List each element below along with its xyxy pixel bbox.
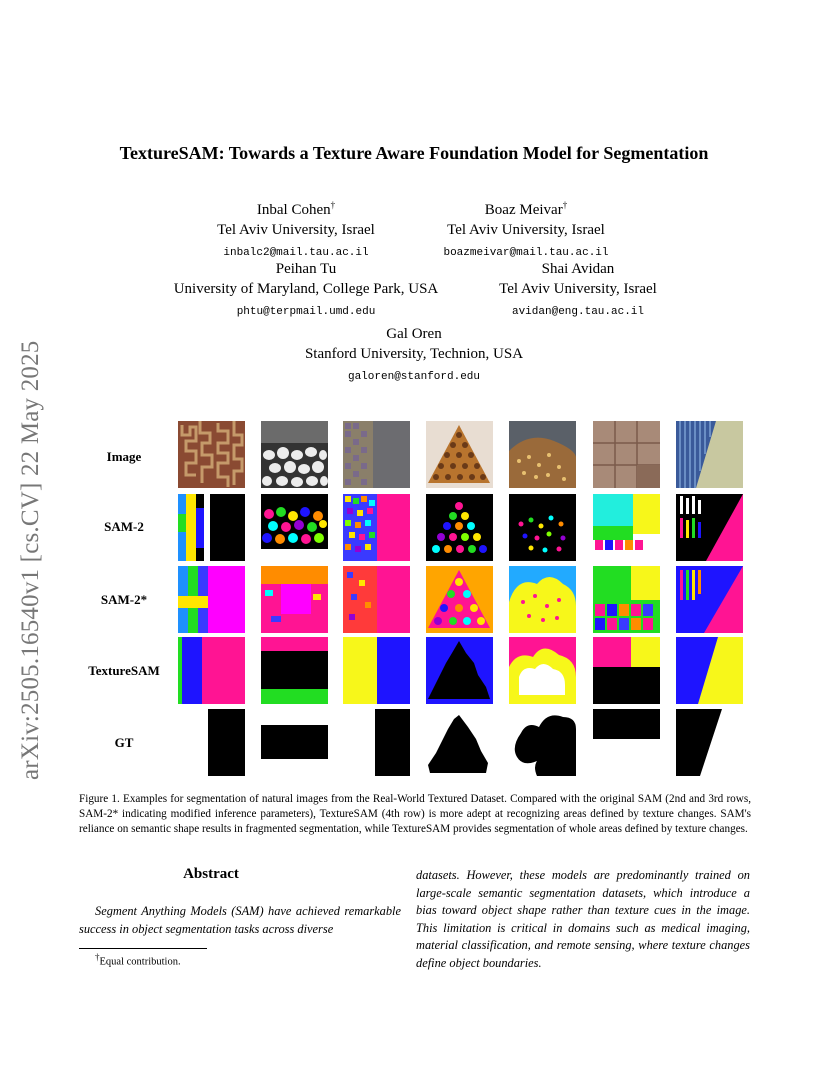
author-email: galoren@stanford.edu [347, 371, 481, 383]
arxiv-stamp: arXiv:2505.16540v1 [cs.CV] 22 May 2025 [17, 340, 44, 780]
author-name: Shai Avidan [541, 261, 615, 277]
author-affiliation: Tel Aviv University, Israel [217, 222, 375, 238]
gt-mask-5 [509, 709, 576, 776]
gt-mask-6 [593, 709, 660, 776]
author-affiliation: Tel Aviv University, Israel [499, 281, 657, 297]
sam2-mask-4 [426, 494, 493, 561]
gt-mask-3 [343, 709, 410, 776]
sam2star-mask-7 [676, 566, 743, 633]
sam2star-mask-2 [261, 566, 328, 633]
image-cookie-pyramid [426, 421, 493, 488]
texturesam-mask-4 [426, 637, 493, 704]
row-label-gt: GT [114, 735, 134, 750]
abstract-text: Segment Anything Models (SAM) have achieved remarkable success in object segmentation tasks across diverse [79, 904, 401, 936]
author-mark: † [562, 200, 568, 210]
author-mark: † [330, 200, 336, 210]
sam2-mask-5 [509, 494, 576, 561]
sam2-mask-2 [261, 494, 328, 561]
row-label-sam2: SAM-2 [104, 519, 144, 534]
sam2-mask-3 [343, 494, 410, 561]
texturesam-mask-5 [509, 637, 576, 704]
texturesam-mask-2 [261, 637, 328, 704]
footnote-rule [79, 948, 207, 949]
row-label-sam2-star: SAM-2* [100, 592, 148, 607]
image-stone-tiles [261, 421, 328, 488]
gt-mask-4 [426, 709, 493, 776]
footnote-text: Equal contribution. [99, 956, 181, 968]
paper-title: TextureSAM: Towards a Texture Aware Foundation Model for Segmentation [119, 143, 709, 163]
row-label-texturesam: TextureSAM [88, 663, 160, 678]
author-affiliation: Stanford University, Technion, USA [304, 346, 524, 362]
gt-mask-7 [676, 709, 743, 776]
author-name: Boaz Meivar [484, 202, 563, 218]
texturesam-mask-3 [343, 637, 410, 704]
author-name: Peihan Tu [275, 261, 337, 277]
sam2star-mask-5 [509, 566, 576, 633]
author-name: Inbal Cohen [256, 202, 331, 218]
footnote-mark: † [95, 952, 100, 962]
sam2star-mask-4 [426, 566, 493, 633]
sam2star-mask-6 [593, 566, 660, 633]
author-email: inbalc2@mail.tau.ac.il [223, 247, 369, 259]
author-email: boazmeivar@mail.tau.ac.il [443, 247, 609, 259]
author-affiliation: University of Maryland, College Park, USA [173, 281, 439, 297]
row-label-image: Image [106, 449, 142, 464]
author-email: avidan@eng.tau.ac.il [511, 306, 645, 318]
texturesam-mask-7 [676, 637, 743, 704]
image-fabric-weave [676, 421, 743, 488]
footnote [95, 952, 181, 968]
author-email: phtu@terpmail.umd.edu [236, 306, 376, 318]
image-brick-pattern [178, 421, 245, 488]
author-name: Gal Oren [386, 326, 442, 342]
image-mosaic-wall [343, 421, 410, 488]
texturesam-mask-1 [178, 637, 245, 704]
sam2star-mask-1 [178, 566, 245, 633]
image-spotted-surface [509, 421, 576, 488]
gt-mask-1 [178, 709, 245, 776]
sam2star-mask-3 [343, 566, 410, 633]
right-column-text: datasets. However, these models are predominantly trained on large-scale semantic segmentation datasets, which introduce a bias toward object shape rather than texture cues in the image. This limitation is critical in domains such as medical imaging, material classification, and remote sensing, where texture changes define object boundaries. [416, 868, 750, 970]
abstract-heading: Abstract [183, 866, 239, 882]
texturesam-mask-6 [593, 637, 660, 704]
sam2-mask-1 [178, 494, 245, 561]
gt-mask-2 [261, 709, 328, 776]
author-affiliation: Tel Aviv University, Israel [447, 222, 605, 238]
figure-caption: Figure 1. Examples for segmentation of natural images from the Real-World Textured Dataset. Compared with the original SAM (2nd and 3rd rows, SAM-2* indicating modified inference parameters), TextureSAM (4th row) is more adept at recognizing areas defined by texture changes. SAM's reliance on semantic shape results in fragmented segmentation, while TextureSAM provides segmentation of whole areas defined by texture changes. [79, 793, 751, 835]
sam2-mask-7 [676, 494, 743, 561]
image-tile-blocks [593, 421, 660, 488]
sam2-mask-6 [593, 494, 660, 561]
